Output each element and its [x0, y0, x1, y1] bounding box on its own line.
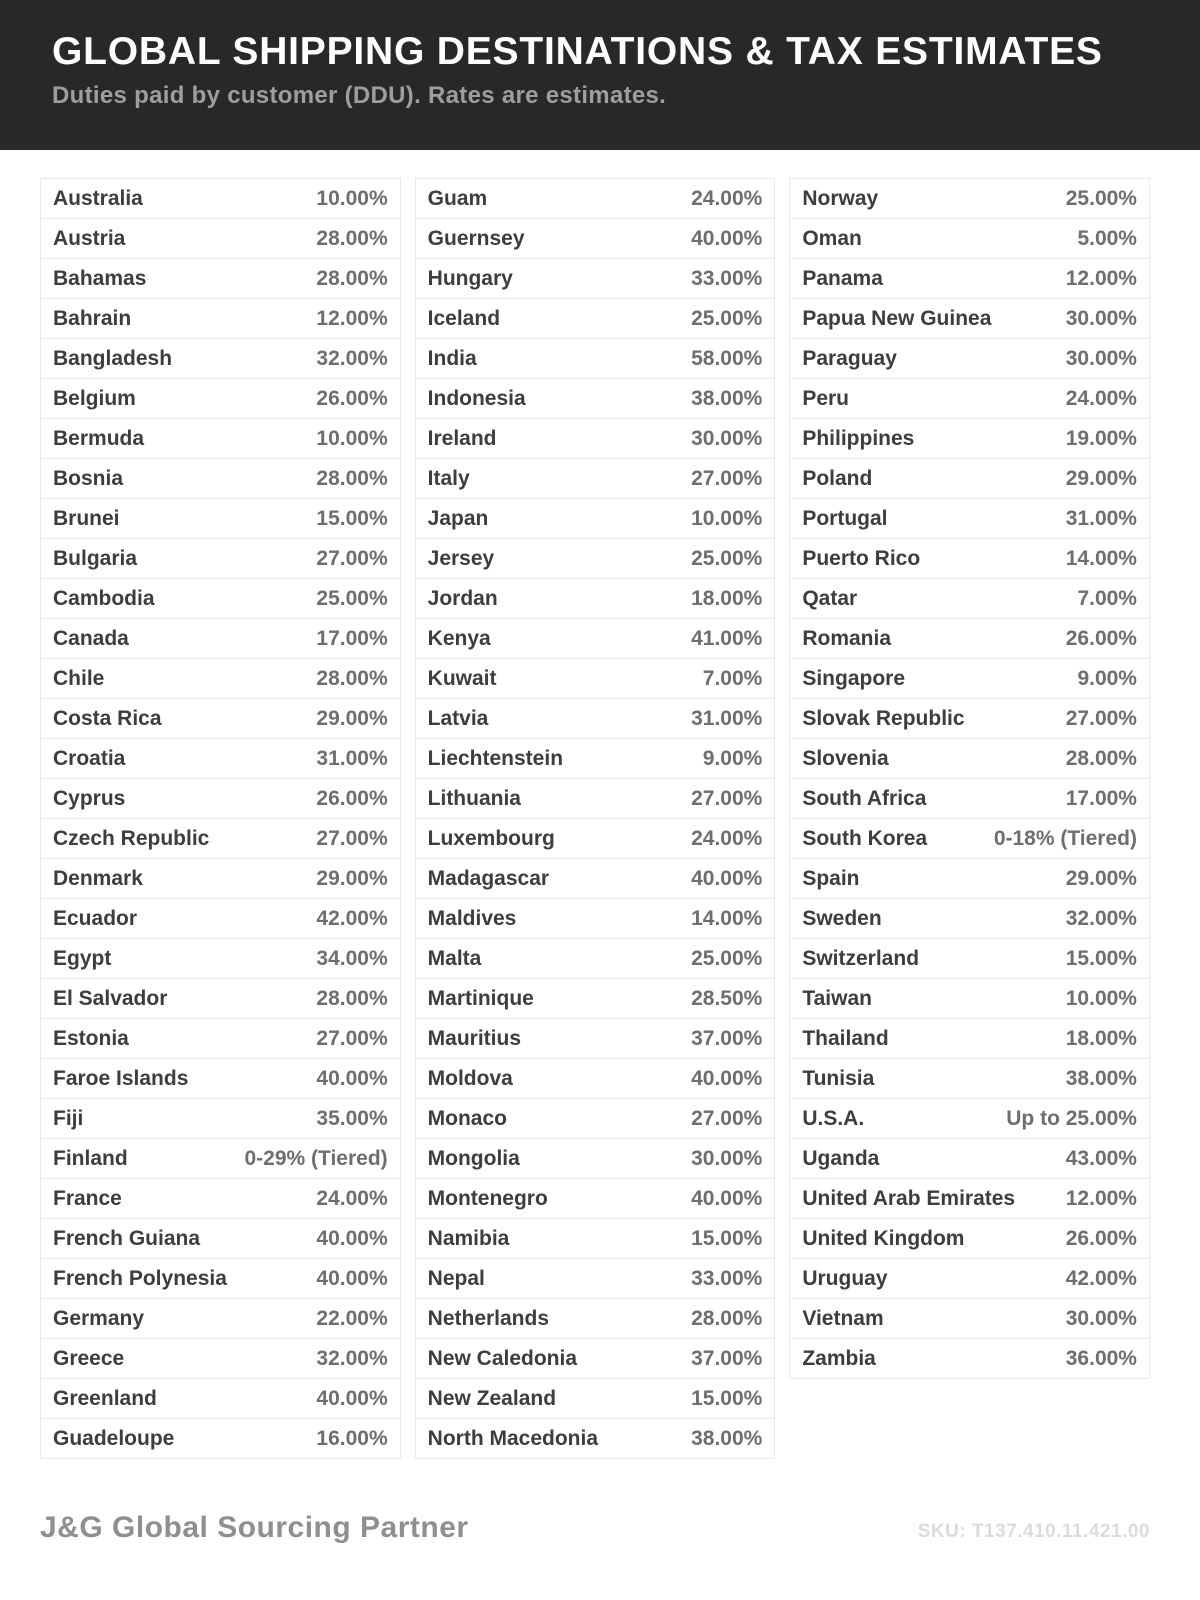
- country-name: Maldives: [427, 906, 517, 930]
- country-name: Oman: [802, 226, 862, 250]
- table-row: [790, 379, 1149, 419]
- table-row: [416, 499, 775, 539]
- table-row: [790, 1179, 1149, 1219]
- table-row: [790, 739, 1149, 779]
- table-row: [790, 459, 1149, 499]
- country-name: Lithuania: [427, 786, 521, 810]
- country-name: Ecuador: [53, 906, 138, 930]
- country-name: Fiji: [53, 1106, 84, 1130]
- country-name: Bulgaria: [53, 546, 138, 570]
- table-row: [790, 1259, 1149, 1299]
- tax-rate: 29.00%: [1065, 866, 1137, 890]
- country-name: Tunisia: [802, 1066, 875, 1090]
- table-row: [790, 259, 1149, 299]
- country-name: Philippines: [802, 426, 915, 450]
- tax-rate: 15.00%: [1065, 946, 1137, 970]
- country-name: Martinique: [427, 986, 534, 1010]
- table-row: [416, 779, 775, 819]
- table-row: [790, 779, 1149, 819]
- country-name: Slovak Republic: [802, 706, 965, 730]
- rates-column-3: [789, 178, 1150, 1379]
- country-name: Portugal: [802, 506, 888, 530]
- table-row: [416, 819, 775, 859]
- table-row: [416, 219, 775, 259]
- tax-rate: 10.00%: [691, 506, 763, 530]
- tax-rate: 28.00%: [316, 986, 388, 1010]
- tax-rate: 28.00%: [316, 466, 388, 490]
- tax-rate: 12.00%: [1065, 266, 1137, 290]
- table-row: [790, 659, 1149, 699]
- table-row: [41, 1099, 400, 1139]
- sku-label: SKU: T137.410.11.421.00: [917, 1521, 1150, 1542]
- country-name: French Polynesia: [53, 1266, 227, 1290]
- country-name: Finland: [53, 1146, 128, 1170]
- country-name: Peru: [802, 386, 850, 410]
- table-row: [790, 579, 1149, 619]
- tax-rate: 28.50%: [691, 986, 763, 1010]
- table-row: [416, 1379, 775, 1419]
- brand-name: J&G Global Sourcing Partner: [40, 1511, 469, 1544]
- table-row: [416, 299, 775, 339]
- country-name: Hungary: [427, 266, 513, 290]
- country-name: Indonesia: [427, 386, 526, 410]
- country-name: South Africa: [802, 786, 927, 810]
- tax-rate: 9.00%: [702, 746, 763, 770]
- country-name: Belgium: [53, 386, 136, 410]
- table-row: [790, 299, 1149, 339]
- tax-rate: 17.00%: [1065, 786, 1137, 810]
- table-row: [41, 979, 400, 1019]
- country-name: Taiwan: [802, 986, 872, 1010]
- tax-rate: 28.00%: [316, 226, 388, 250]
- table-row: [416, 979, 775, 1019]
- country-name: El Salvador: [53, 986, 168, 1010]
- tax-rate: 30.00%: [1065, 1306, 1137, 1330]
- table-row: [416, 939, 775, 979]
- tax-rate: 32.00%: [1065, 906, 1137, 930]
- tax-rate: 12.00%: [1065, 1186, 1137, 1210]
- country-name: United Kingdom: [802, 1226, 965, 1250]
- table-row: [790, 219, 1149, 259]
- country-name: Madagascar: [427, 866, 550, 890]
- tax-rate: 24.00%: [316, 1186, 388, 1210]
- table-row: [416, 259, 775, 299]
- table-row: [41, 859, 400, 899]
- tax-rate: 25.00%: [1065, 186, 1137, 210]
- table-row: [790, 1139, 1149, 1179]
- tax-rate: 27.00%: [691, 1106, 763, 1130]
- country-name: Greece: [53, 1346, 125, 1370]
- table-row: [416, 419, 775, 459]
- tax-rate: 17.00%: [316, 626, 388, 650]
- country-name: Montenegro: [427, 1186, 548, 1210]
- tax-rate: 40.00%: [691, 1186, 763, 1210]
- table-row: [416, 579, 775, 619]
- table-row: [416, 1059, 775, 1099]
- table-row: [790, 1219, 1149, 1259]
- table-row: [41, 579, 400, 619]
- table-row: [790, 179, 1149, 219]
- tax-rate: 25.00%: [691, 546, 763, 570]
- country-name: Kuwait: [427, 666, 497, 690]
- table-row: [416, 619, 775, 659]
- country-name: Denmark: [53, 866, 143, 890]
- tax-rate: 14.00%: [1065, 546, 1137, 570]
- country-name: Panama: [802, 266, 883, 290]
- footer: [0, 1511, 1200, 1545]
- tax-rate: 42.00%: [316, 906, 388, 930]
- country-name: Japan: [427, 506, 489, 530]
- tax-rate: 40.00%: [691, 226, 763, 250]
- tax-rate: 24.00%: [691, 826, 763, 850]
- tax-rate: 7.00%: [1077, 586, 1137, 610]
- table-row: [41, 379, 400, 419]
- tax-rate: 35.00%: [316, 1106, 388, 1130]
- country-name: Bosnia: [53, 466, 124, 490]
- tax-rate: 12.00%: [316, 306, 388, 330]
- country-name: Liechtenstein: [427, 746, 564, 770]
- table-row: [416, 1299, 775, 1339]
- country-name: Bangladesh: [53, 346, 173, 370]
- country-name: Brunei: [53, 506, 120, 530]
- table-row: [790, 419, 1149, 459]
- table-row: [416, 1219, 775, 1259]
- country-name: North Macedonia: [427, 1426, 599, 1450]
- tax-rate: 38.00%: [691, 386, 763, 410]
- tax-rate: 18.00%: [691, 586, 763, 610]
- tax-rate: 15.00%: [316, 506, 388, 530]
- tax-rate: 37.00%: [691, 1026, 763, 1050]
- country-name: Iceland: [427, 306, 501, 330]
- table-row: [41, 219, 400, 259]
- table-row: [41, 459, 400, 499]
- country-name: Greenland: [53, 1386, 157, 1410]
- tax-rate: 40.00%: [316, 1386, 388, 1410]
- tax-rate: 0-29% (Tiered): [244, 1146, 388, 1170]
- tax-rate: 40.00%: [316, 1066, 388, 1090]
- tax-rate: 25.00%: [316, 586, 388, 610]
- table-row: [416, 539, 775, 579]
- country-name: Austria: [53, 226, 126, 250]
- tax-rate: 9.00%: [1077, 666, 1137, 690]
- table-row: [790, 1299, 1149, 1339]
- country-name: U.S.A.: [802, 1106, 865, 1130]
- tax-rate: 28.00%: [316, 666, 388, 690]
- country-name: Croatia: [53, 746, 126, 770]
- country-name: Malta: [427, 946, 482, 970]
- tax-rate: 18.00%: [1065, 1026, 1137, 1050]
- country-name: Jordan: [427, 586, 498, 610]
- country-name: Vietnam: [802, 1306, 884, 1330]
- table-row: [41, 659, 400, 699]
- country-name: Italy: [427, 466, 470, 490]
- tax-rate: 19.00%: [1065, 426, 1137, 450]
- tax-rate: 29.00%: [316, 706, 388, 730]
- table-row: [41, 939, 400, 979]
- country-name: Norway: [802, 186, 879, 210]
- tax-rate: 15.00%: [691, 1386, 763, 1410]
- table-row: [41, 819, 400, 859]
- rates-table: [0, 150, 1200, 1459]
- country-name: Sweden: [802, 906, 882, 930]
- tax-rate: 0-18% (Tiered): [993, 826, 1137, 850]
- tax-rate: 27.00%: [691, 466, 763, 490]
- country-name: Spain: [802, 866, 860, 890]
- table-row: [790, 1339, 1149, 1378]
- country-name: Egypt: [53, 946, 112, 970]
- tax-rate: 36.00%: [1065, 1346, 1137, 1370]
- country-name: New Caledonia: [427, 1346, 578, 1370]
- page-subtitle: Duties paid by customer (DDU). Rates are estimates.: [52, 82, 667, 109]
- table-row: [416, 659, 775, 699]
- table-row: [41, 339, 400, 379]
- table-row: [416, 859, 775, 899]
- table-row: [41, 1179, 400, 1219]
- table-row: [416, 699, 775, 739]
- table-row: [41, 1139, 400, 1179]
- table-row: [416, 1259, 775, 1299]
- country-name: France: [53, 1186, 122, 1210]
- country-name: Kenya: [427, 626, 491, 650]
- tax-rate: 27.00%: [316, 1026, 388, 1050]
- table-row: [790, 339, 1149, 379]
- table-row: [41, 739, 400, 779]
- table-row: [41, 179, 400, 219]
- tax-rate: 10.00%: [1065, 986, 1137, 1010]
- tax-rate: 28.00%: [1065, 746, 1137, 770]
- table-row: [416, 1099, 775, 1139]
- country-name: Monaco: [427, 1106, 507, 1130]
- tax-rate: 43.00%: [1065, 1146, 1137, 1170]
- tax-rate: 14.00%: [691, 906, 763, 930]
- table-row: [416, 379, 775, 419]
- country-name: Bahamas: [53, 266, 147, 290]
- country-name: Guadeloupe: [53, 1426, 175, 1450]
- country-name: Ireland: [427, 426, 497, 450]
- tax-rate: 40.00%: [691, 866, 763, 890]
- table-row: [790, 539, 1149, 579]
- country-name: Czech Republic: [53, 826, 210, 850]
- table-row: [41, 539, 400, 579]
- tax-rate: 27.00%: [316, 546, 388, 570]
- tax-rate: 26.00%: [316, 386, 388, 410]
- tax-rate: 26.00%: [316, 786, 388, 810]
- table-row: [41, 299, 400, 339]
- table-row: [41, 419, 400, 459]
- country-name: Namibia: [427, 1226, 510, 1250]
- country-name: Germany: [53, 1306, 145, 1330]
- table-row: [41, 259, 400, 299]
- tax-rate: 34.00%: [316, 946, 388, 970]
- table-row: [416, 1339, 775, 1379]
- country-name: Switzerland: [802, 946, 920, 970]
- tax-rate: 30.00%: [1065, 306, 1137, 330]
- country-name: Costa Rica: [53, 706, 162, 730]
- country-name: Cambodia: [53, 586, 155, 610]
- country-name: Thailand: [802, 1026, 889, 1050]
- table-row: [41, 899, 400, 939]
- tax-rate: 26.00%: [1065, 626, 1137, 650]
- tax-rate: 40.00%: [316, 1226, 388, 1250]
- country-name: Singapore: [802, 666, 906, 690]
- table-row: [416, 1179, 775, 1219]
- tax-rate: 41.00%: [691, 626, 763, 650]
- tax-rate: 38.00%: [1065, 1066, 1137, 1090]
- table-row: [790, 699, 1149, 739]
- country-name: Zambia: [802, 1346, 876, 1370]
- table-row: [790, 859, 1149, 899]
- country-name: New Zealand: [427, 1386, 557, 1410]
- country-name: Uruguay: [802, 1266, 888, 1290]
- tax-rate: 37.00%: [691, 1346, 763, 1370]
- rates-column-2: [415, 178, 776, 1459]
- tax-rate: 5.00%: [1077, 226, 1137, 250]
- country-name: Netherlands: [427, 1306, 550, 1330]
- tax-rate: 7.00%: [702, 666, 763, 690]
- tax-rate: 25.00%: [691, 306, 763, 330]
- tax-rate: 10.00%: [316, 186, 388, 210]
- table-row: [790, 499, 1149, 539]
- table-row: [790, 819, 1149, 859]
- table-row: [41, 779, 400, 819]
- tax-rate: 30.00%: [691, 1146, 763, 1170]
- table-row: [416, 739, 775, 779]
- tax-rate: 38.00%: [691, 1426, 763, 1450]
- country-name: Bermuda: [53, 426, 145, 450]
- tax-rate: 31.00%: [316, 746, 388, 770]
- tax-rate: 26.00%: [1065, 1226, 1137, 1250]
- country-name: Uganda: [802, 1146, 880, 1170]
- table-row: [41, 619, 400, 659]
- country-name: Canada: [53, 626, 129, 650]
- country-name: Estonia: [53, 1026, 129, 1050]
- rates-column-1: [40, 178, 401, 1459]
- table-row: [790, 899, 1149, 939]
- tax-rate: 24.00%: [691, 186, 763, 210]
- table-row: [790, 939, 1149, 979]
- tax-rate: 30.00%: [691, 426, 763, 450]
- table-row: [41, 1019, 400, 1059]
- tax-rate: 25.00%: [691, 946, 763, 970]
- table-row: [416, 179, 775, 219]
- table-row: [416, 339, 775, 379]
- country-name: French Guiana: [53, 1226, 201, 1250]
- table-row: [790, 1099, 1149, 1139]
- table-row: [41, 1379, 400, 1419]
- table-row: [41, 1219, 400, 1259]
- table-row: [41, 499, 400, 539]
- country-name: United Arab Emirates: [802, 1186, 1016, 1210]
- tax-rate: 40.00%: [316, 1266, 388, 1290]
- country-name: Mongolia: [427, 1146, 520, 1170]
- country-name: Slovenia: [802, 746, 889, 770]
- tax-rate: 33.00%: [691, 266, 763, 290]
- table-row: [416, 1419, 775, 1458]
- country-name: Paraguay: [802, 346, 897, 370]
- country-name: Papua New Guinea: [802, 306, 992, 330]
- table-row: [41, 1299, 400, 1339]
- tax-rate: 22.00%: [316, 1306, 388, 1330]
- tax-rate: 30.00%: [1065, 346, 1137, 370]
- table-row: [790, 619, 1149, 659]
- country-name: Poland: [802, 466, 873, 490]
- country-name: South Korea: [802, 826, 928, 850]
- tax-rate: 58.00%: [691, 346, 763, 370]
- tax-rate: 28.00%: [316, 266, 388, 290]
- table-row: [41, 1419, 400, 1458]
- tax-rate: 32.00%: [316, 1346, 388, 1370]
- header-banner: [0, 0, 1200, 150]
- country-name: Puerto Rico: [802, 546, 921, 570]
- tax-rate: 27.00%: [1065, 706, 1137, 730]
- table-row: [790, 1019, 1149, 1059]
- tax-rate: Up to 25.00%: [1006, 1106, 1137, 1130]
- country-name: Mauritius: [427, 1026, 521, 1050]
- table-row: [416, 1139, 775, 1179]
- country-name: Qatar: [802, 586, 858, 610]
- country-name: Luxembourg: [427, 826, 555, 850]
- tax-rate: 28.00%: [691, 1306, 763, 1330]
- table-row: [41, 1339, 400, 1379]
- table-row: [416, 459, 775, 499]
- tax-rate: 10.00%: [316, 426, 388, 450]
- table-row: [41, 1259, 400, 1299]
- table-row: [416, 1019, 775, 1059]
- tax-rate: 31.00%: [691, 706, 763, 730]
- tax-rate: 42.00%: [1065, 1266, 1137, 1290]
- table-row: [790, 979, 1149, 1019]
- tax-rate: 31.00%: [1065, 506, 1137, 530]
- country-name: Moldova: [427, 1066, 513, 1090]
- table-row: [41, 699, 400, 739]
- country-name: Chile: [53, 666, 105, 690]
- tax-rate: 29.00%: [1065, 466, 1137, 490]
- tax-rate: 33.00%: [691, 1266, 763, 1290]
- country-name: Romania: [802, 626, 892, 650]
- country-name: Guam: [427, 186, 488, 210]
- country-name: Faroe Islands: [53, 1066, 189, 1090]
- tax-rate: 27.00%: [316, 826, 388, 850]
- table-row: [790, 1059, 1149, 1099]
- country-name: Guernsey: [427, 226, 525, 250]
- country-name: India: [427, 346, 477, 370]
- tax-rate: 27.00%: [691, 786, 763, 810]
- country-name: Jersey: [427, 546, 495, 570]
- tax-rate: 40.00%: [691, 1066, 763, 1090]
- page-title: GLOBAL SHIPPING DESTINATIONS & TAX ESTIMATES: [52, 30, 1103, 73]
- country-name: Latvia: [427, 706, 489, 730]
- tax-rate: 29.00%: [316, 866, 388, 890]
- country-name: Australia: [53, 186, 143, 210]
- tax-rate: 15.00%: [691, 1226, 763, 1250]
- table-row: [41, 1059, 400, 1099]
- tax-rate: 32.00%: [316, 346, 388, 370]
- table-row: [416, 899, 775, 939]
- country-name: Bahrain: [53, 306, 132, 330]
- tax-rate: 16.00%: [316, 1426, 388, 1450]
- country-name: Cyprus: [53, 786, 126, 810]
- country-name: Nepal: [427, 1266, 485, 1290]
- tax-rate: 24.00%: [1065, 386, 1137, 410]
